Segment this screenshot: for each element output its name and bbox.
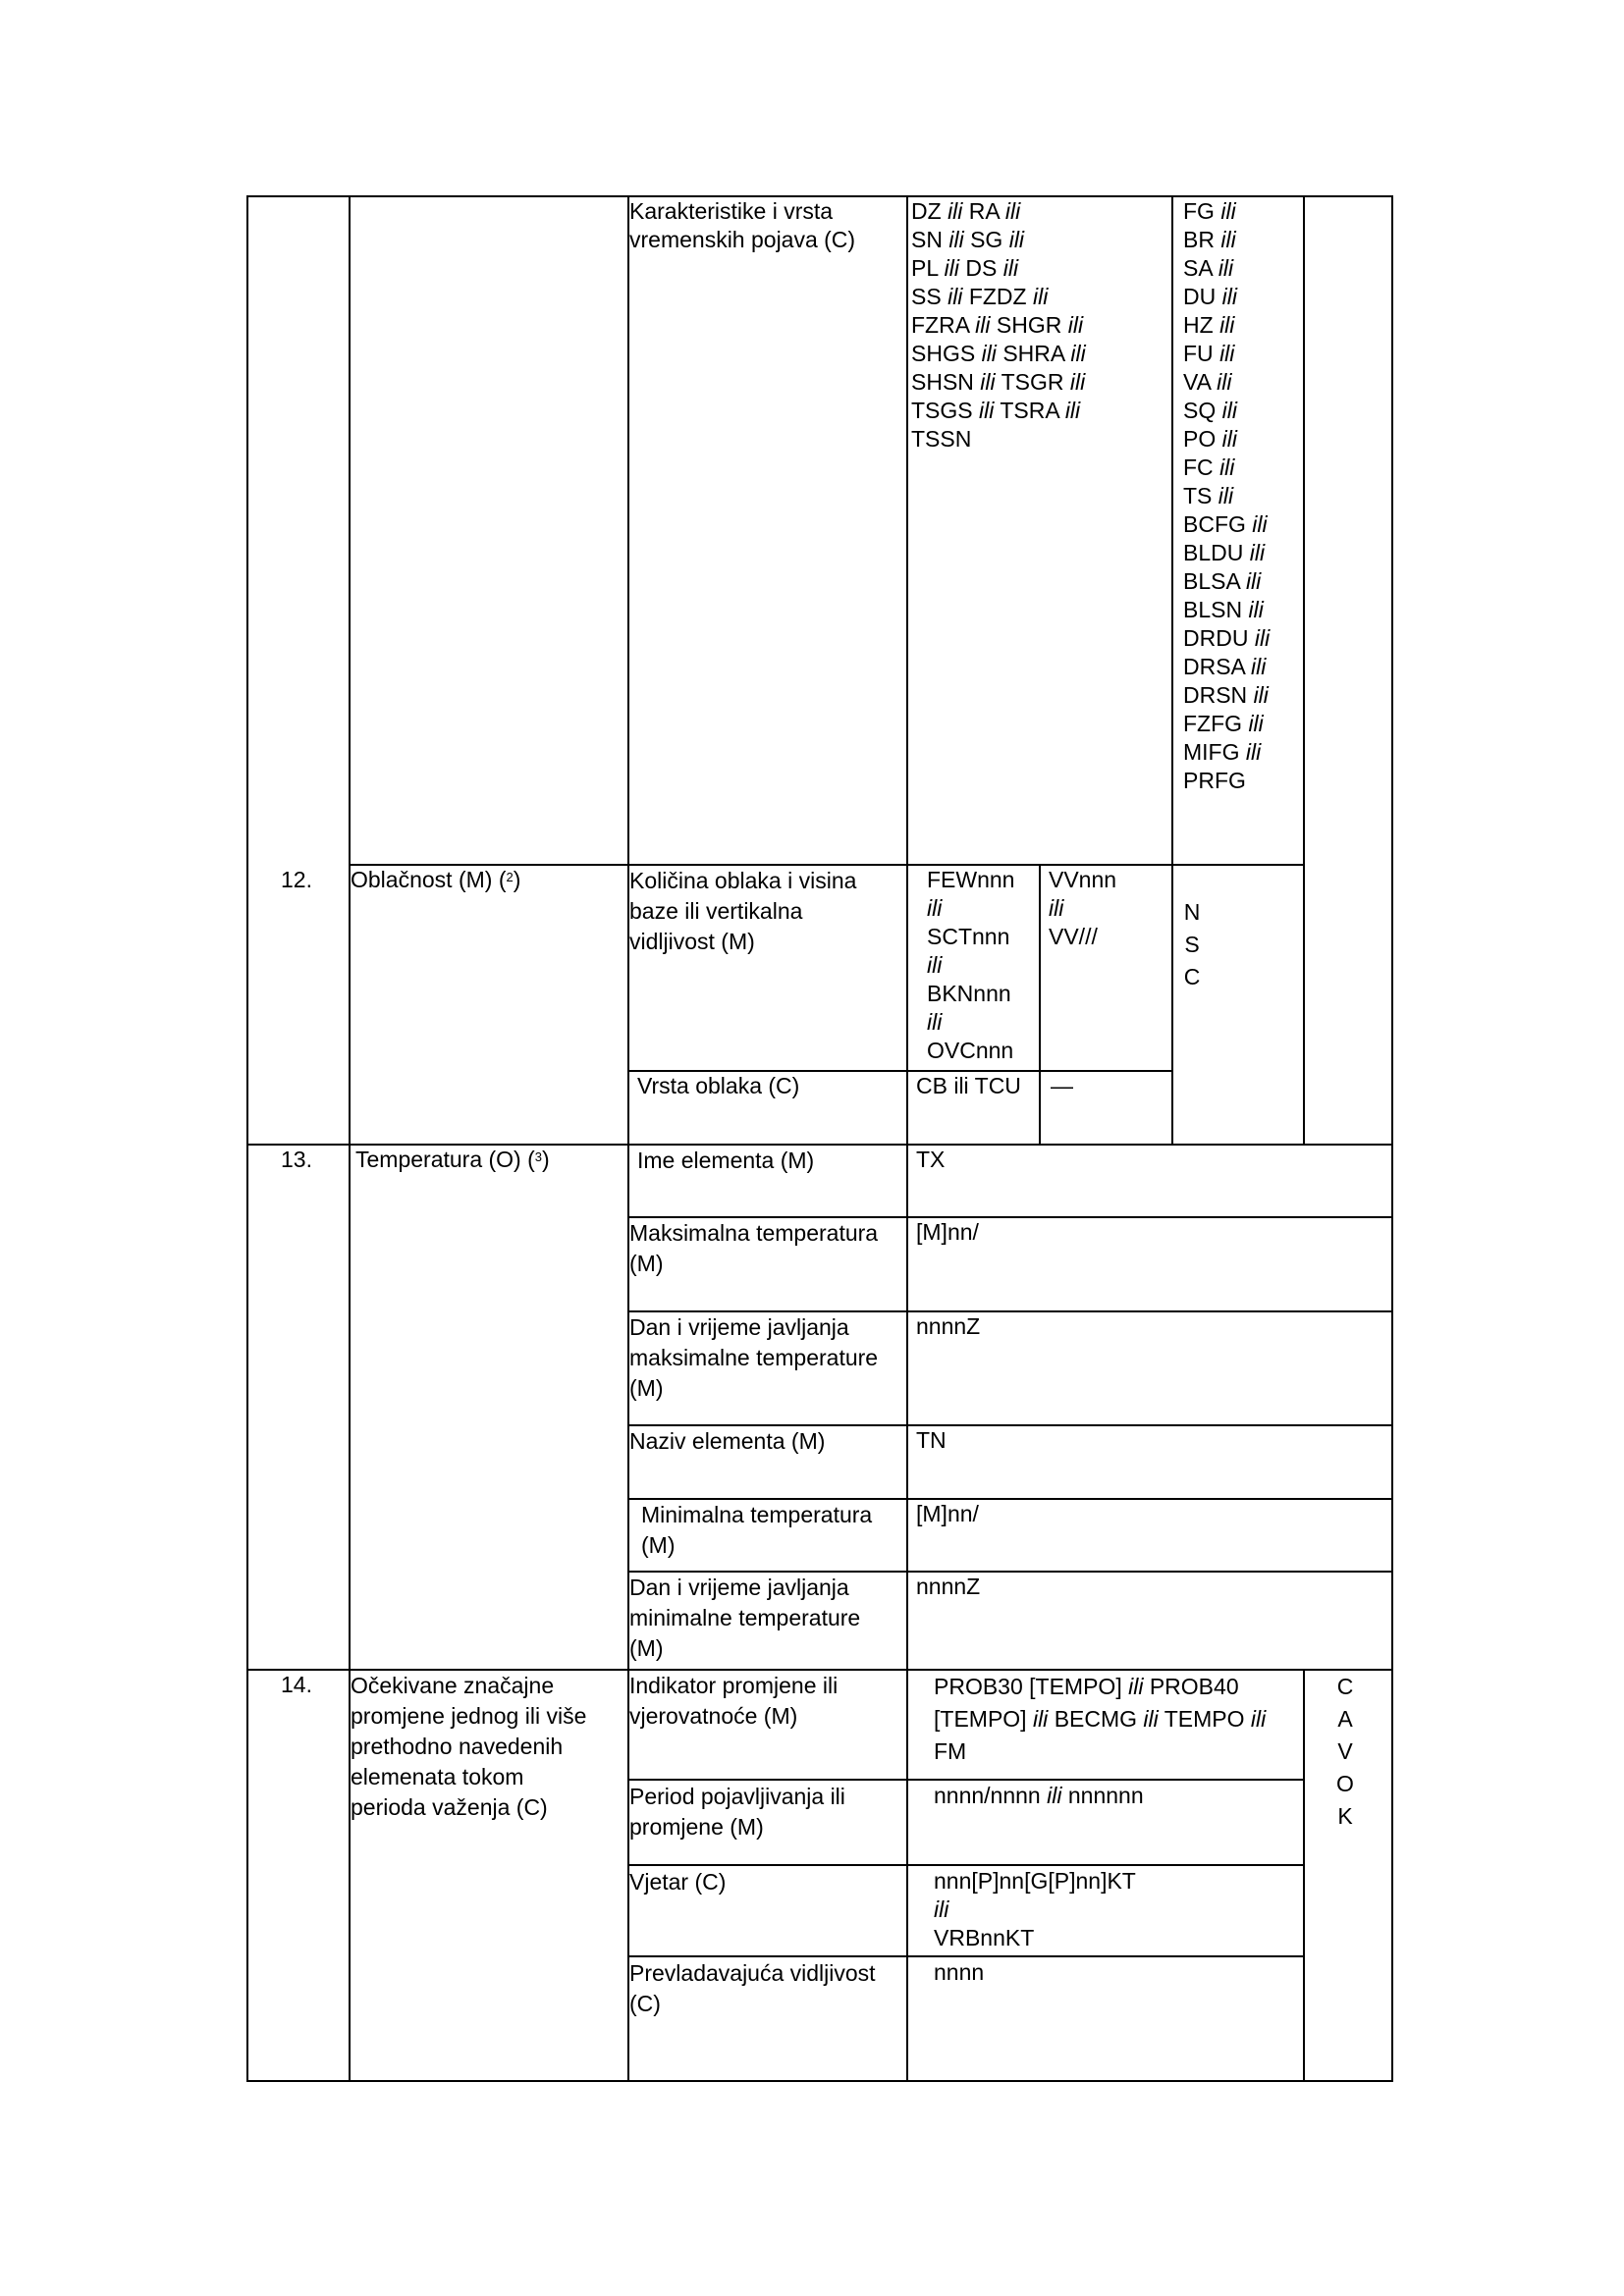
line-r14-1 bbox=[627, 1779, 1305, 1781]
divider-element bbox=[906, 195, 908, 2082]
phenomenon-line bbox=[1183, 510, 1270, 539]
phenomenon-code: MIFG bbox=[1183, 739, 1240, 765]
element-label: Količina oblaka i visina baze ili vertikalna vidljivost (M) bbox=[629, 868, 857, 954]
cloud-code: OVCnnn bbox=[927, 1038, 1014, 1063]
ili-word: ili bbox=[1069, 369, 1086, 395]
cavok-letter: O bbox=[1336, 1771, 1354, 1796]
nsc-letter: S bbox=[1184, 932, 1200, 957]
table-border-bottom bbox=[246, 2080, 1393, 2082]
label-line: Vjetar (C) bbox=[629, 1869, 727, 1895]
ili-word: ili bbox=[947, 284, 963, 309]
divider-cavok bbox=[1303, 1669, 1305, 2082]
phenomenon-line bbox=[911, 397, 1086, 425]
phenomenon-code: SN bbox=[911, 227, 943, 252]
phenomena-list-a bbox=[911, 197, 1086, 454]
nsc-code bbox=[1177, 896, 1207, 993]
change-element-label bbox=[629, 1867, 726, 1897]
phenomenon-line bbox=[911, 197, 1086, 226]
phenomenon-code: TSSN bbox=[911, 426, 972, 452]
ili-word: ili bbox=[980, 369, 996, 395]
cloud-code: SCTnnn bbox=[927, 924, 1010, 949]
phenomenon-line bbox=[1183, 425, 1270, 454]
table-border-left bbox=[246, 195, 248, 2082]
change-element-label bbox=[629, 1671, 838, 1732]
label-line: (M) bbox=[641, 1532, 676, 1558]
row-label: Oblačnost (M) ($^2$) bbox=[351, 867, 521, 892]
phenomenon-line bbox=[1183, 539, 1270, 567]
nsc-letter: N bbox=[1183, 899, 1201, 925]
temperature-value: TN bbox=[916, 1427, 947, 1453]
phenomenon-code: PO bbox=[1183, 426, 1217, 452]
phenomenon-code: TSRA bbox=[1000, 398, 1059, 423]
ili-word: ili bbox=[927, 952, 943, 978]
ili-word: ili bbox=[1002, 255, 1019, 281]
phenomenon-line bbox=[911, 340, 1086, 368]
row-number: 13. bbox=[281, 1147, 312, 1172]
temperature-value: [M]nn/ bbox=[916, 1219, 979, 1245]
ili-word: ili bbox=[948, 227, 964, 252]
label-line: (M) bbox=[629, 1375, 664, 1401]
temperature-element-label bbox=[629, 1218, 878, 1279]
cavok-code bbox=[1330, 1671, 1360, 1833]
ili-word: ili bbox=[979, 398, 995, 423]
row-number: 14. bbox=[281, 1672, 312, 1697]
change-element-label bbox=[629, 1782, 845, 1842]
phenomenon-line bbox=[1183, 254, 1270, 283]
ili-word: ili bbox=[1248, 711, 1264, 736]
label-line: Indikator promjene ili bbox=[629, 1673, 839, 1698]
ili-word: ili bbox=[975, 312, 991, 338]
cloud-type-dash: — bbox=[1051, 1073, 1073, 1098]
label-line: Maksimalna temperatura bbox=[629, 1220, 879, 1246]
ili-word: ili bbox=[1067, 312, 1084, 338]
phenomenon-code: FZRA bbox=[911, 312, 969, 338]
ili-word: ili bbox=[1049, 895, 1064, 921]
temperature-value: nnnnZ bbox=[916, 1574, 981, 1599]
cloud-code: VV/// bbox=[1049, 924, 1098, 949]
phenomenon-line bbox=[1183, 197, 1270, 226]
phenomenon-code: SHRA bbox=[1002, 341, 1064, 366]
phenomenon-line bbox=[1183, 283, 1270, 311]
cavok-letter: V bbox=[1337, 1738, 1353, 1764]
cavok-letter: C bbox=[1336, 1674, 1354, 1699]
phenomenon-code: SQ bbox=[1183, 398, 1217, 423]
ili-word: ili bbox=[927, 1009, 943, 1035]
label-line: Prevladavajuća vidljivost bbox=[629, 1960, 876, 1986]
phenomenon-code: BR bbox=[1183, 227, 1215, 252]
phenomenon-code: FU bbox=[1183, 341, 1214, 366]
phenomenon-code: FG bbox=[1183, 198, 1215, 224]
ili-word: ili bbox=[1249, 540, 1266, 565]
phenomenon-line bbox=[911, 425, 1086, 454]
phenomenon-line bbox=[1183, 653, 1270, 681]
label-line: Naziv elementa (M) bbox=[629, 1428, 826, 1454]
wind-value: nnn[P]nn[G[P]nn]KT ili VRBnnKT bbox=[934, 1868, 1136, 1950]
phenomenon-line bbox=[911, 226, 1086, 254]
ili-word: ili bbox=[1064, 398, 1081, 423]
ili-word: ili bbox=[1248, 597, 1264, 622]
phenomenon-code: TSGR bbox=[1001, 369, 1064, 395]
ili-word: ili bbox=[1217, 369, 1232, 395]
temperature-value: nnnnZ bbox=[916, 1313, 981, 1339]
phenomenon-line bbox=[911, 368, 1086, 397]
phenomenon-line bbox=[911, 311, 1086, 340]
cloud-code: BKNnnn bbox=[927, 981, 1011, 1006]
phenomenon-line bbox=[1183, 767, 1270, 795]
phenomenon-code: PRFG bbox=[1183, 768, 1246, 793]
phenomenon-line bbox=[1183, 596, 1270, 624]
label-line: Dan i vrijeme javljanja bbox=[629, 1314, 849, 1340]
label-line: minimalne temperature bbox=[629, 1605, 861, 1630]
temperature-value: TX bbox=[916, 1147, 946, 1172]
cavok-letter: A bbox=[1337, 1706, 1353, 1732]
divider-r12-inner bbox=[1039, 864, 1041, 1144]
ili-word: ili bbox=[1252, 511, 1268, 537]
label-line: Dan i vrijeme javljanja bbox=[629, 1575, 849, 1600]
phenomenon-code: SS bbox=[911, 284, 942, 309]
cloud-type-label: Vrsta oblaka (C) bbox=[637, 1073, 800, 1098]
temperature-element-label bbox=[641, 1500, 872, 1561]
ili-word: ili bbox=[1218, 255, 1234, 281]
ili-word: ili bbox=[1221, 398, 1237, 423]
row-label: Očekivane značajne promjene jednog ili više prethodno navedenih elemenata tokom perioda važenja (C) bbox=[351, 1673, 587, 1820]
phenomenon-code: DS bbox=[965, 255, 998, 281]
ili-word: ili bbox=[1070, 341, 1086, 366]
label-line: Period pojavljivanja ili bbox=[629, 1784, 845, 1809]
change-indicator-value: PROB30 [TEMPO] ili PROB40 [TEMPO] ili BECMG ili TEMPO ili FM bbox=[934, 1674, 1267, 1764]
phenomenon-line bbox=[1183, 738, 1270, 767]
phenomenon-code: RA bbox=[968, 198, 1000, 224]
nsc-letter: C bbox=[1183, 964, 1201, 989]
change-element-label bbox=[629, 1958, 876, 2019]
phenomenon-line bbox=[1183, 454, 1270, 482]
cloud-type-value: CB ili TCU bbox=[916, 1073, 1021, 1098]
cloud-code: FEWnnn bbox=[927, 867, 1015, 892]
phenomenon-code: BCFG bbox=[1183, 511, 1246, 537]
ili-word: ili bbox=[981, 341, 997, 366]
ili-word: ili bbox=[1251, 654, 1267, 679]
phenomenon-code: VA bbox=[1183, 369, 1211, 395]
phenomenon-code: DU bbox=[1183, 284, 1217, 309]
temperature-element-label bbox=[637, 1146, 814, 1176]
ili-word: ili bbox=[1219, 341, 1235, 366]
phenomenon-code: BLSA bbox=[1183, 568, 1240, 594]
phenomenon-line bbox=[1183, 311, 1270, 340]
ili-word: ili bbox=[1221, 426, 1237, 452]
phenomenon-line bbox=[1183, 340, 1270, 368]
ili-word: ili bbox=[927, 895, 943, 921]
divider-col-b bbox=[1303, 195, 1305, 1144]
ili-word: ili bbox=[1221, 284, 1237, 309]
phenomenon-code: DRSN bbox=[1183, 682, 1248, 708]
label-line: (M) bbox=[629, 1251, 664, 1276]
ili-word: ili bbox=[1253, 682, 1269, 708]
ili-word: ili bbox=[1245, 568, 1262, 594]
cloud-amount-values bbox=[927, 866, 1014, 1065]
phenomenon-code: FZDZ bbox=[968, 284, 1027, 309]
phenomena-list-b bbox=[1183, 197, 1270, 795]
line-r14-2 bbox=[627, 1864, 1305, 1866]
vertical-visibility-values bbox=[1049, 866, 1116, 951]
line-r14-3 bbox=[627, 1955, 1305, 1957]
phenomenon-code: FC bbox=[1183, 454, 1214, 480]
phenomenon-line bbox=[1183, 624, 1270, 653]
phenomenon-line bbox=[1183, 567, 1270, 596]
ili-word: ili bbox=[1220, 198, 1236, 224]
phenomenon-code: HZ bbox=[1183, 312, 1214, 338]
temperature-element-label bbox=[629, 1312, 878, 1404]
phenomenon-line bbox=[1183, 368, 1270, 397]
ili-word: ili bbox=[1245, 739, 1262, 765]
phenomenon-code: SG bbox=[970, 227, 1003, 252]
ili-word: ili bbox=[1254, 625, 1271, 651]
table-border-right bbox=[1391, 195, 1393, 2082]
phenomenon-line bbox=[911, 254, 1086, 283]
row-number: 12. bbox=[281, 867, 312, 892]
phenomenon-line bbox=[1183, 397, 1270, 425]
label-line: vjerovatnoće (M) bbox=[629, 1703, 798, 1729]
phenomenon-code: BLSN bbox=[1183, 597, 1243, 622]
ili-word: ili bbox=[1032, 284, 1049, 309]
phenomenon-code: FZFG bbox=[1183, 711, 1243, 736]
temperature-element-label bbox=[629, 1426, 825, 1457]
row-label: Temperatura (O) ($^3$) bbox=[355, 1147, 550, 1172]
phenomenon-code: DRSA bbox=[1183, 654, 1245, 679]
phenomenon-line bbox=[1183, 710, 1270, 738]
phenomenon-code: SHGS bbox=[911, 341, 976, 366]
phenomenon-line bbox=[1183, 226, 1270, 254]
element-label: Karakteristike i vrsta vremenskih pojava (C) bbox=[629, 198, 856, 252]
label-line: maksimalne temperature bbox=[629, 1345, 879, 1370]
ili-word: ili bbox=[944, 255, 960, 281]
temperature-element-label bbox=[629, 1573, 860, 1664]
label-line: (C) bbox=[629, 1991, 661, 2016]
ili-word: ili bbox=[1219, 312, 1235, 338]
temperature-value: [M]nn/ bbox=[916, 1501, 979, 1526]
phenomenon-line bbox=[1183, 681, 1270, 710]
label-line: Ime elementa (M) bbox=[637, 1148, 815, 1173]
phenomenon-code: TS bbox=[1183, 483, 1213, 508]
label-line: (M) bbox=[629, 1635, 664, 1661]
phenomenon-code: SHGR bbox=[996, 312, 1062, 338]
phenomenon-code: SHSN bbox=[911, 369, 974, 395]
phenomenon-code: SA bbox=[1183, 255, 1213, 281]
label-line: Minimalna temperatura bbox=[641, 1502, 873, 1527]
phenomenon-code: PL bbox=[911, 255, 939, 281]
visibility-value: nnnn bbox=[934, 1959, 985, 1985]
label-line: promjene (M) bbox=[629, 1814, 764, 1840]
ili-word: ili bbox=[1008, 227, 1025, 252]
cavok-letter: K bbox=[1337, 1803, 1353, 1829]
phenomenon-line bbox=[911, 283, 1086, 311]
ili-word: ili bbox=[1004, 198, 1021, 224]
phenomenon-code: DRDU bbox=[1183, 625, 1249, 651]
phenomenon-line bbox=[1183, 482, 1270, 510]
phenomenon-code: TSGS bbox=[911, 398, 973, 423]
divider-col-a bbox=[1171, 195, 1173, 1144]
ili-word: ili bbox=[1218, 483, 1234, 508]
ili-word: ili bbox=[1219, 454, 1235, 480]
ili-word: ili bbox=[1220, 227, 1236, 252]
cloud-code: VVnnn bbox=[1049, 867, 1117, 892]
period-value: nnnn/nnnn ili nnnnnn bbox=[934, 1783, 1144, 1808]
phenomenon-code: DZ bbox=[911, 198, 942, 224]
ili-word: ili bbox=[947, 198, 963, 224]
phenomenon-code: BLDU bbox=[1183, 540, 1244, 565]
